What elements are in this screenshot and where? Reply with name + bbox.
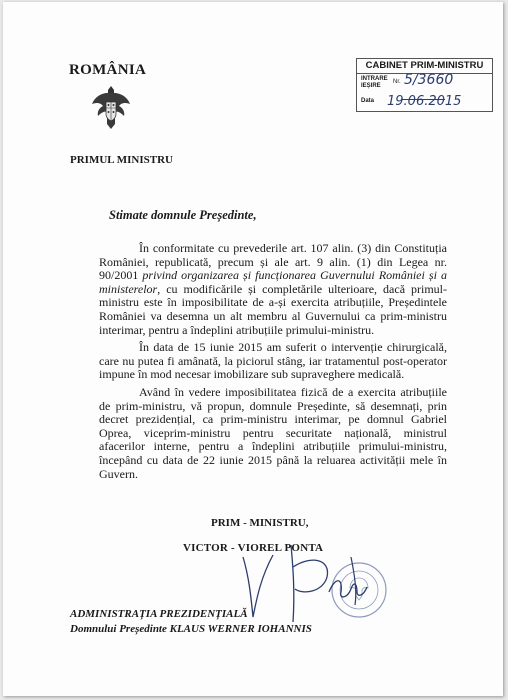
- paragraph-1: [99, 242, 447, 337]
- paragraph-1-text-a: În conformitate cu prevederile art. 107 alin. (3) din Constituția României, republicată, precum și ale art. 9 alin. (1) din Legea nr. 90/2001: [99, 241, 447, 283]
- registration-stamp: [356, 58, 493, 112]
- signatory-title: PRIM - MINISTRU,: [211, 517, 309, 529]
- stamp-nr-label: Nr.: [393, 79, 401, 85]
- stamp-title: CABINET PRIM-MINISTRU: [357, 59, 492, 74]
- paragraph-1-text-c: , cu modificările și completările ulterioare, dacă primul-ministru este în imposibilitate de a-și exercita atribuțiile, Președintele României va desemna un alt membru al Guvernului ca prim-ministru interimar, pentru a îndeplini atribuțiile primului-ministru.: [99, 281, 447, 337]
- recipient-institution: ADMINISTRAȚIA PREZIDENȚIALĂ: [70, 608, 248, 620]
- paragraph-3: Având în vedere imposibilitatea fizică de a exercita atribuțiile de prim-ministru, vă propun, domnule Președinte, să desemnați, prin decret prezidențial, ca prim-ministru interimar, pe domnul Gabriel Oprea, viceprim-ministru pentru securitate națională, ministrul afacerilor interne, pentru a îndeplini atribuțiile primului-ministru, începând cu data de 22 iunie 2015 până la reluarea activității mele în Guvern.: [99, 384, 447, 481]
- stamp-label-in: INTRARE: [361, 76, 388, 82]
- coat-of-arms-icon: [89, 82, 133, 132]
- stamp-date: 19.06.2015: [387, 94, 462, 109]
- signatory-name: VICTOR - VIOREL PONTA: [183, 542, 324, 554]
- stamp-label-out: IEȘIRE: [361, 83, 381, 89]
- stamp-underline: [401, 99, 445, 100]
- stamp-number: 5/3660: [404, 72, 454, 88]
- letter-body: [99, 242, 447, 485]
- stamp-date-label: Data: [361, 98, 375, 104]
- office-heading: PRIMUL MINISTRU: [70, 154, 173, 166]
- document-page: [3, 2, 503, 696]
- handwritten-signature-icon: [231, 537, 381, 627]
- country-heading: ROMÂNIA: [69, 62, 147, 78]
- law-title: privind organizarea și funcționarea Guvernului României și a ministerelor: [99, 268, 447, 296]
- salutation: Stimate domnule Președinte,: [109, 208, 257, 222]
- recipient-name: Domnului Președinte KLAUS WERNER IOHANNIS: [70, 623, 312, 635]
- stamp-number-row: [357, 74, 492, 88]
- paragraph-2: În data de 15 iunie 2015 am suferit o intervenție chirurgicală, care nu putea fi amânată, la piciorul stâng, iar tratamentul post-operator impune în mod necesar imobilizare sub supraveghere medicală.: [99, 340, 447, 382]
- stamp-date-row: [357, 94, 492, 108]
